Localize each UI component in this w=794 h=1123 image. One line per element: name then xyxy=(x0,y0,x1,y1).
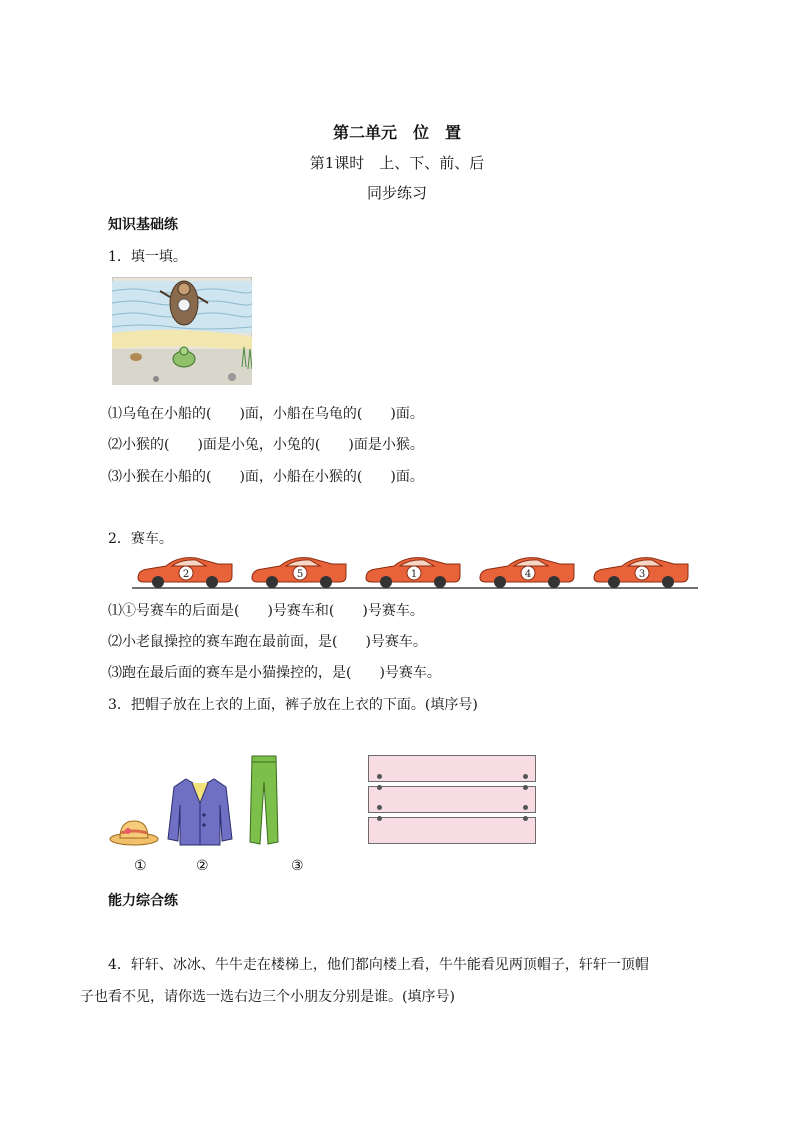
race-car-number: 3 xyxy=(638,569,646,580)
section-comprehensive: 能力综合练 xyxy=(108,893,178,909)
hat-label: ① xyxy=(134,858,147,874)
q2-line-2: ⑵小老鼠操控的赛车跑在最前面，是( )号赛车。 xyxy=(108,634,427,650)
q2-race-cars xyxy=(132,552,698,592)
practice-title: 同步练习 xyxy=(366,184,427,202)
race-car xyxy=(480,558,574,588)
answer-board-middle[interactable] xyxy=(368,786,536,813)
race-car-number: 2 xyxy=(182,569,190,580)
race-car-number: 5 xyxy=(296,569,304,580)
race-car xyxy=(366,558,460,588)
race-car-number: 4 xyxy=(524,569,532,580)
q1-line-2: ⑵小猴的( )面是小兔，小兔的( )面是小猴。 xyxy=(108,437,424,453)
race-car-number: 1 xyxy=(410,569,418,580)
q1-prompt: 1．填一填。 xyxy=(108,249,187,265)
q3-prompt: 3．把帽子放在上衣的上面，裤子放在上衣的下面。(填序号) xyxy=(108,697,478,713)
answer-board-bottom[interactable] xyxy=(368,817,536,844)
q2-line-3: ⑶跑在最后面的赛车是小猫操控的，是( )号赛车。 xyxy=(108,665,441,681)
answer-boards xyxy=(366,752,538,848)
q1-line-1: ⑴乌龟在小船的( )面，小船在乌龟的( )面。 xyxy=(108,406,424,422)
jacket-label: ② xyxy=(196,858,209,874)
q2-prompt: 2．赛车。 xyxy=(108,531,173,547)
unit-title: 第二单元 位 置 xyxy=(332,123,461,142)
answer-board-top[interactable] xyxy=(368,755,536,782)
lesson-title: 第1课时 上、下、前、后 xyxy=(309,154,485,172)
q2-line-1: ⑴①号赛车的后面是( )号赛车和( )号赛车。 xyxy=(108,603,424,619)
hat-picture xyxy=(108,815,160,847)
q1-pond-illustration xyxy=(112,277,252,385)
race-car xyxy=(594,558,688,588)
section-basic: 知识基础练 xyxy=(108,217,178,233)
race-car xyxy=(252,558,346,588)
q4-line-2: 子也看不见，请你选一选右边三个小朋友分别是谁。(填序号) xyxy=(80,989,455,1005)
q4-line-1: 4．轩轩、冰冰、牛牛走在楼梯上，他们都向楼上看，牛牛能看见两顶帽子，轩轩一顶帽 xyxy=(108,957,649,973)
jacket-picture xyxy=(166,775,234,847)
pants-label: ③ xyxy=(291,858,304,874)
q1-line-3: ⑶小猴在小船的( )面，小船在小猴的( )面。 xyxy=(108,469,424,485)
race-car xyxy=(138,558,232,588)
pants-picture xyxy=(244,752,284,848)
